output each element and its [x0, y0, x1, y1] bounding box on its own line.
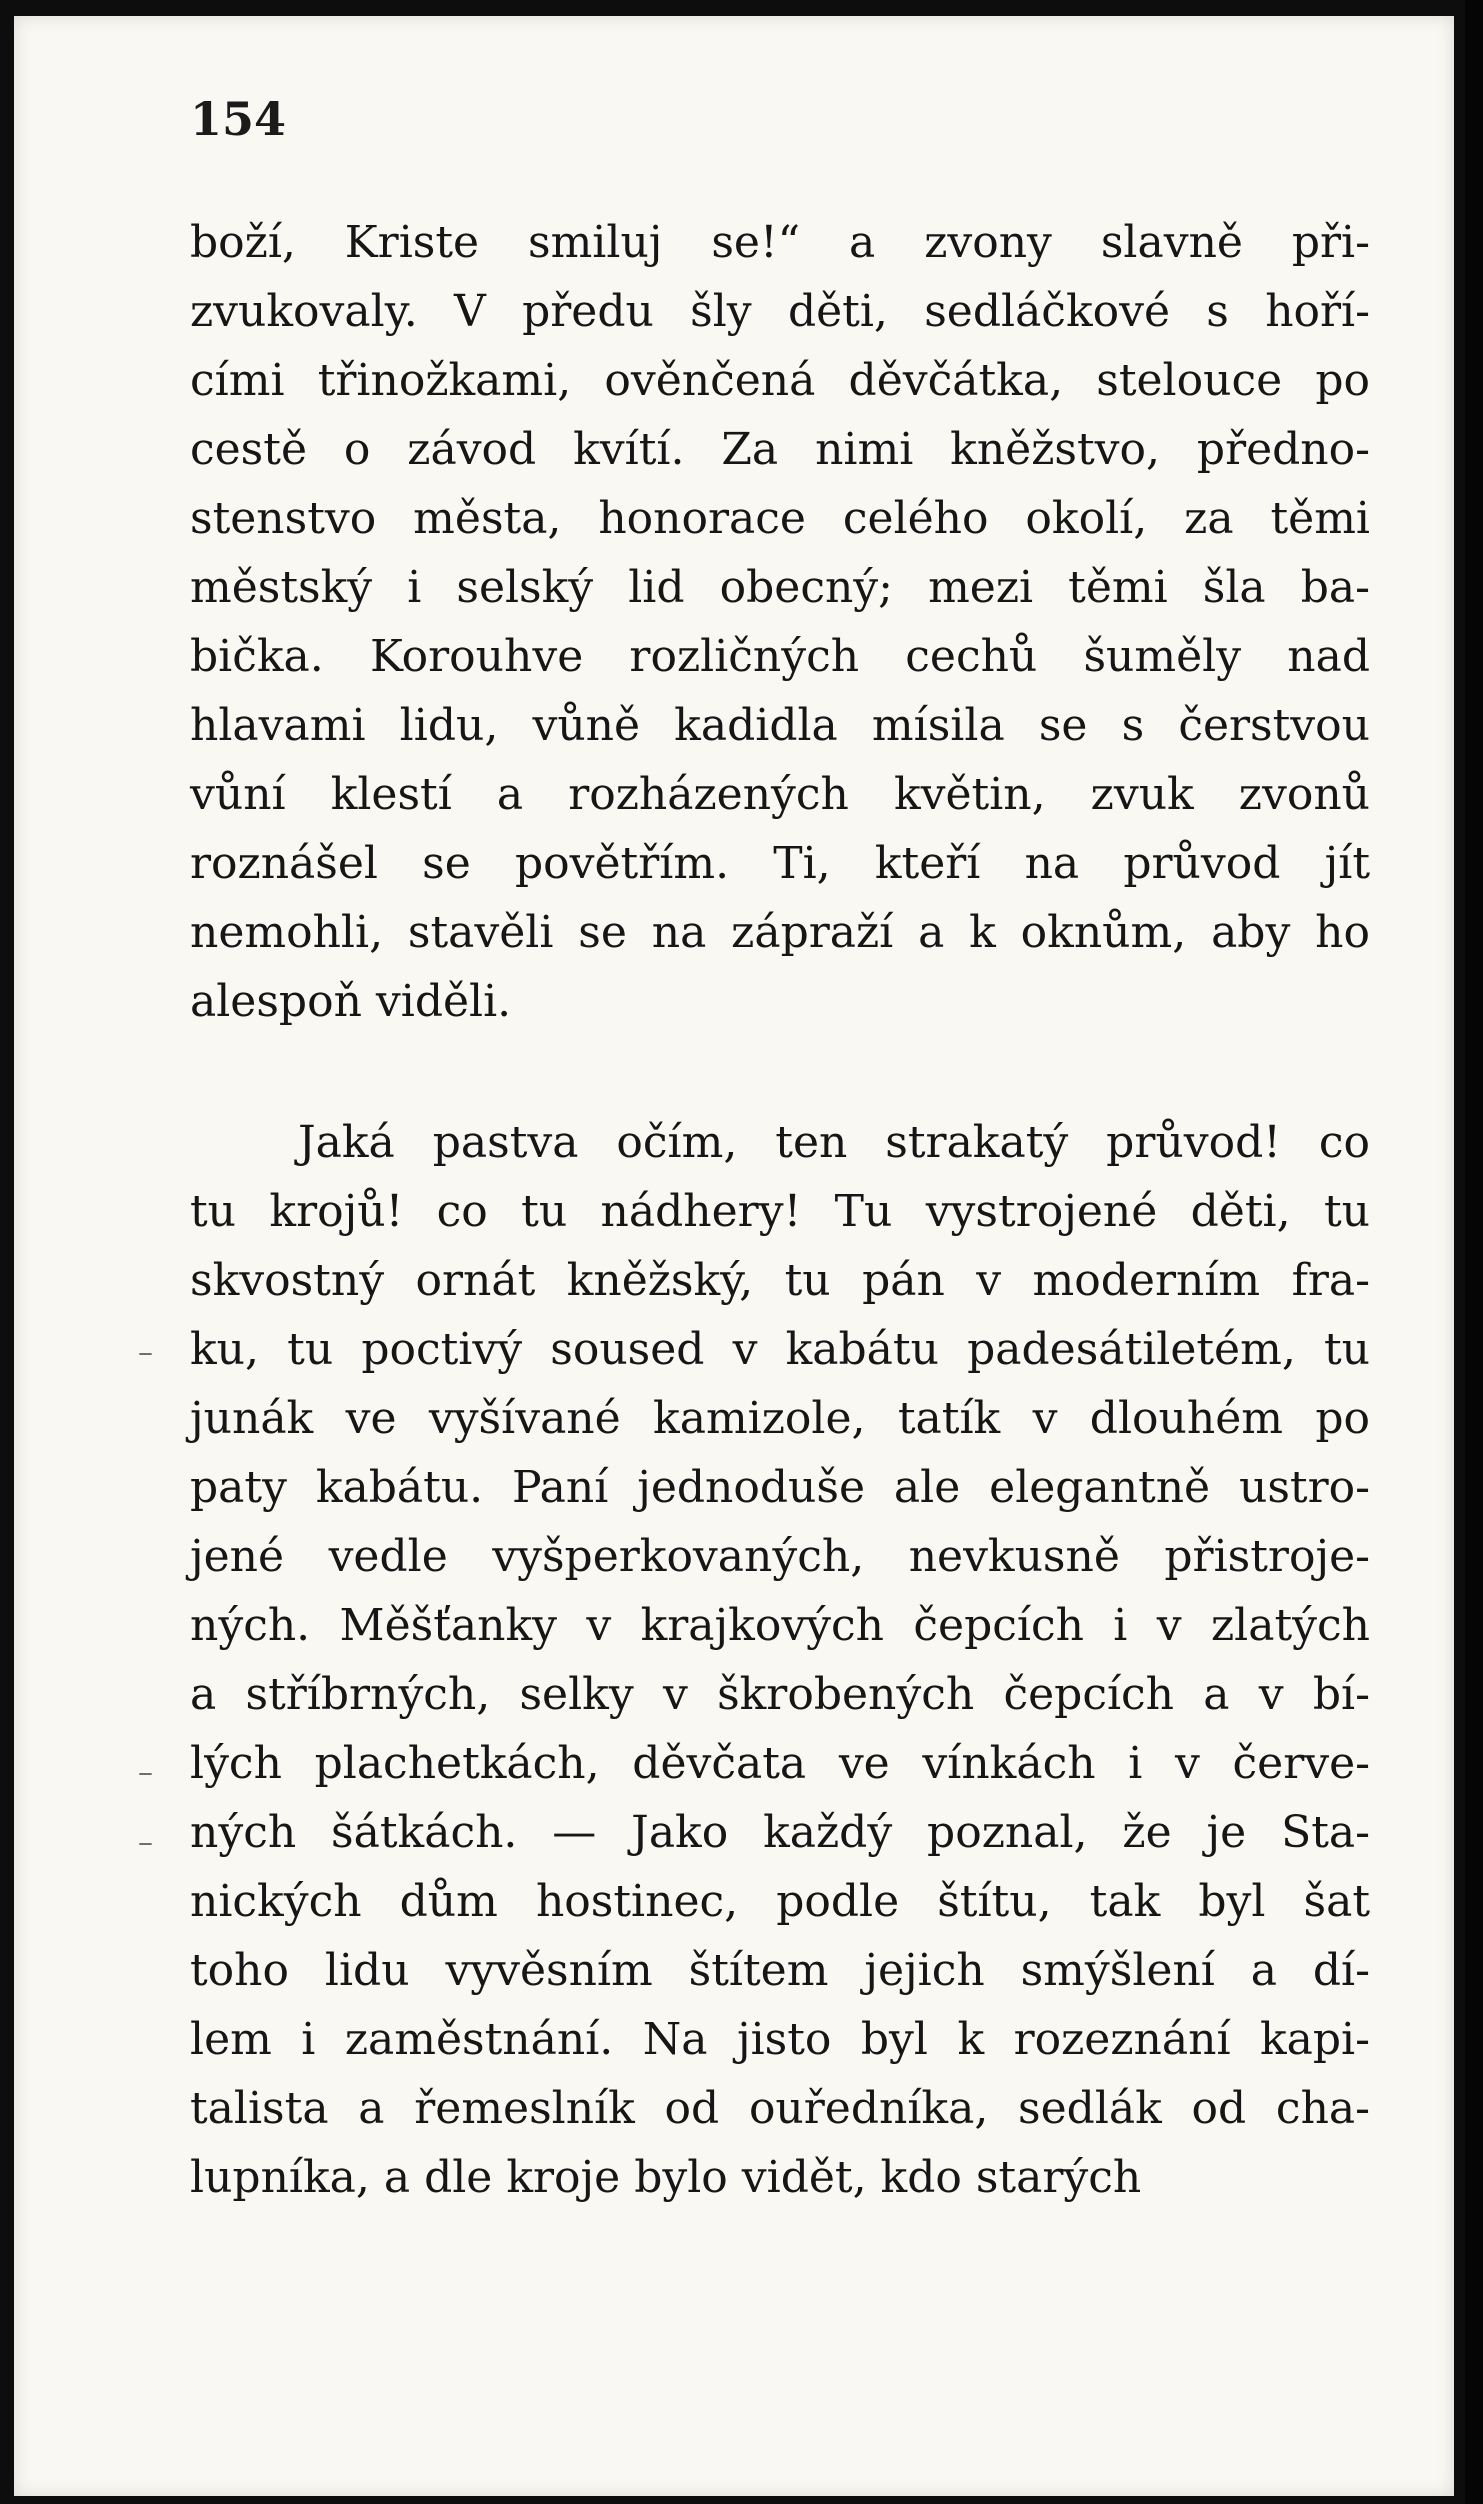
paragraph	[190, 1108, 1370, 2212]
text-line: cími třinožkami, ověnčená děvčátka, stelouce po	[190, 355, 1370, 406]
text-line: tu krojů! co tu nádhery! Tu vystrojené děti, tu	[190, 1186, 1370, 1237]
text-line: bička. Korouhve rozličných cechů šuměly nad	[190, 631, 1370, 682]
text-line: toho lidu vyvěsním štítem jejich smýšlení a dí-	[190, 1945, 1370, 1996]
text-line: nemohli, stavěli se na zápraží a k oknům, aby ho	[190, 907, 1370, 958]
text-line: paty kabátu. Paní jednoduše ale elegantně ustro-	[190, 1462, 1370, 1513]
text-line: jené vedle vyšperkovaných, nevkusně přistroje-	[190, 1531, 1370, 1582]
paragraph	[190, 208, 1370, 1036]
margin-dash-mark: –	[138, 1335, 153, 1370]
text-line: Jaká pastva očím, ten strakatý průvod! co	[298, 1117, 1370, 1168]
text-line: alespoň viděli.	[190, 976, 512, 1027]
text-line: zvukovaly. V předu šly děti, sedláčkové s hoří-	[190, 286, 1370, 337]
body-text	[190, 208, 1370, 2212]
paragraph-gap	[190, 1036, 1370, 1108]
page-edge-shadow	[1465, 0, 1483, 2504]
text-line: junák ve vyšívané kamizole, tatík v dlouhém po	[190, 1393, 1370, 1444]
text-line: ku, tu poctivý soused v kabátu padesátiletém, tu	[190, 1324, 1370, 1375]
text-line: cestě o závod kvítí. Za nimi kněžstvo, předno-	[190, 424, 1370, 475]
text-line: roznášel se povětřím. Ti, kteří na průvod jít	[190, 838, 1370, 889]
text-line: talista a řemeslník od ouředníka, sedlák od cha-	[190, 2083, 1370, 2134]
text-line: a stříbrných, selky v škrobených čepcích a v bí-	[190, 1669, 1370, 1720]
margin-dash-mark: –	[138, 1755, 153, 1790]
text-line: ných šátkách. — Jako každý poznal, že je Sta-	[190, 1807, 1370, 1858]
text-line: ných. Měšťanky v krajkových čepcích i v zlatých	[190, 1600, 1370, 1651]
text-line: hlavami lidu, vůně kadidla mísila se s čerstvou	[190, 700, 1370, 751]
text-line: lupníka, a dle kroje bylo vidět, kdo starých	[190, 2152, 1142, 2203]
text-line: boží, Kriste smiluj se!“ a zvony slavně při-	[190, 217, 1370, 268]
text-line: vůní klestí a rozházených květin, zvuk zvonů	[190, 769, 1370, 820]
text-line: skvostný ornát kněžský, tu pán v moderním fra-	[190, 1255, 1370, 1306]
text-line: stenstvo města, honorace celého okolí, za těmi	[190, 493, 1370, 544]
text-line: lem i zaměstnání. Na jisto byl k rozeznání kapi-	[190, 2014, 1370, 2065]
text-line: nických dům hostinec, podle štítu, tak byl šat	[190, 1876, 1370, 1927]
margin-dash-mark: –	[138, 1825, 153, 1860]
page-number: 154	[190, 92, 287, 146]
text-line: městský i selský lid obecný; mezi těmi šla ba-	[190, 562, 1370, 613]
text-line: lých plachetkách, děvčata ve vínkách i v červe-	[190, 1738, 1370, 1789]
